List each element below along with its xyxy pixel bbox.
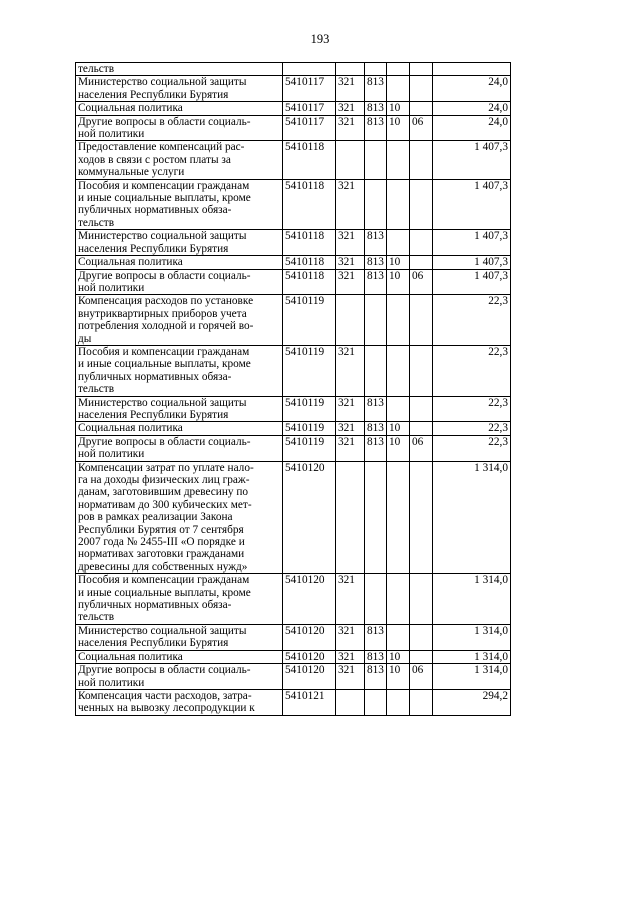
- row-subsection-cell: 06: [410, 269, 433, 295]
- row-amount-cell: 1 407,3: [433, 256, 511, 269]
- row-code-cell: 5410117: [283, 102, 336, 115]
- row-name-cell: Компенсация расходов по установке внутриквартирных приборов учета потребления холодной и горячей во- ды: [76, 295, 283, 346]
- row-group-cell: 321: [336, 256, 365, 269]
- row-amount-cell: 22,3: [433, 345, 511, 396]
- table-row: [76, 461, 511, 574]
- row-name-cell: Министерство социальной защиты населения Республики Бурятия: [76, 76, 283, 102]
- row-code-cell: 5410120: [283, 461, 336, 574]
- row-ministry-cell: [365, 345, 387, 396]
- table-row: [76, 141, 511, 179]
- row-code-cell: 5410117: [283, 76, 336, 102]
- row-amount-cell: 24,0: [433, 115, 511, 141]
- row-code-cell: 5410120: [283, 624, 336, 650]
- row-amount-cell: 1 314,0: [433, 624, 511, 650]
- table-row: [76, 396, 511, 422]
- row-amount-cell: 22,3: [433, 435, 511, 461]
- row-amount-cell: 22,3: [433, 396, 511, 422]
- row-name-cell: Компенсации затрат по уплате нало- га на доходы физических лиц граж- данам, заготовившим древесину по нормативам до 300 кубических мет- ров в рамках реализации Закона Республики Бурятия от 7 сентября 2007 года № 2455-III «О порядке и нормативах заготовки гражданами древесины для собственных нужд»: [76, 461, 283, 574]
- row-amount-cell: 1 314,0: [433, 461, 511, 574]
- row-name-cell: Другие вопросы в области социаль- ной политики: [76, 269, 283, 295]
- row-ministry-cell: 813: [365, 76, 387, 102]
- row-group-cell: [336, 689, 365, 715]
- row-group-cell: 321: [336, 345, 365, 396]
- row-subsection-cell: [410, 256, 433, 269]
- row-name-cell: Другие вопросы в области социаль- ной политики: [76, 435, 283, 461]
- row-section-cell: 10: [387, 102, 410, 115]
- row-group-cell: 321: [336, 230, 365, 256]
- table-row: [76, 650, 511, 663]
- row-code-cell: 5410120: [283, 650, 336, 663]
- row-ministry-cell: [365, 141, 387, 179]
- row-section-cell: [387, 230, 410, 256]
- row-code-cell: 5410118: [283, 269, 336, 295]
- row-ministry-cell: 813: [365, 396, 387, 422]
- row-amount-cell: 1 407,3: [433, 269, 511, 295]
- row-subsection-cell: [410, 461, 433, 574]
- row-code-cell: 5410118: [283, 179, 336, 230]
- row-section-cell: 10: [387, 256, 410, 269]
- row-name-cell: Пособия и компенсации гражданам и иные социальные выплаты, кроме публичных нормативных обяза- тельств: [76, 179, 283, 230]
- row-group-cell: 321: [336, 624, 365, 650]
- row-amount-cell: 1 314,0: [433, 574, 511, 625]
- row-subsection-cell: [410, 650, 433, 663]
- row-section-cell: [387, 141, 410, 179]
- row-name-cell: Пособия и компенсации гражданам и иные социальные выплаты, кроме публичных нормативных обяза- тельств: [76, 574, 283, 625]
- row-section-cell: [387, 179, 410, 230]
- table-row: [76, 435, 511, 461]
- table-row: [76, 63, 511, 76]
- row-subsection-cell: [410, 76, 433, 102]
- page-number: 193: [310, 32, 330, 46]
- row-name-cell: Другие вопросы в области социаль- ной политики: [76, 115, 283, 141]
- row-section-cell: 10: [387, 435, 410, 461]
- row-section-cell: 10: [387, 650, 410, 663]
- row-code-cell: 5410118: [283, 256, 336, 269]
- row-ministry-cell: [365, 574, 387, 625]
- row-amount-cell: 1 407,3: [433, 179, 511, 230]
- row-code-cell: 5410119: [283, 435, 336, 461]
- table-row: [76, 102, 511, 115]
- row-subsection-cell: [410, 624, 433, 650]
- row-name-cell: Социальная политика: [76, 256, 283, 269]
- row-group-cell: 321: [336, 76, 365, 102]
- table-row: [76, 269, 511, 295]
- row-group-cell: [336, 141, 365, 179]
- row-subsection-cell: [410, 422, 433, 435]
- row-section-cell: [387, 76, 410, 102]
- row-code-cell: 5410118: [283, 230, 336, 256]
- row-ministry-cell: [365, 689, 387, 715]
- row-group-cell: 321: [336, 179, 365, 230]
- row-code-cell: [283, 63, 336, 76]
- row-code-cell: 5410119: [283, 295, 336, 346]
- row-group-cell: [336, 295, 365, 346]
- table-row: [76, 295, 511, 346]
- row-subsection-cell: 06: [410, 115, 433, 141]
- row-subsection-cell: [410, 63, 433, 76]
- row-amount-cell: 22,3: [433, 295, 511, 346]
- table-row: [76, 422, 511, 435]
- row-code-cell: 5410119: [283, 396, 336, 422]
- table-row: [76, 574, 511, 625]
- row-subsection-cell: [410, 179, 433, 230]
- row-section-cell: [387, 63, 410, 76]
- row-group-cell: [336, 461, 365, 574]
- row-section-cell: [387, 461, 410, 574]
- row-ministry-cell: 813: [365, 624, 387, 650]
- row-code-cell: 5410119: [283, 345, 336, 396]
- row-ministry-cell: 813: [365, 256, 387, 269]
- row-subsection-cell: [410, 345, 433, 396]
- table-row: [76, 256, 511, 269]
- row-section-cell: [387, 574, 410, 625]
- row-ministry-cell: 813: [365, 650, 387, 663]
- row-amount-cell: [433, 63, 511, 76]
- row-subsection-cell: 06: [410, 435, 433, 461]
- row-subsection-cell: [410, 102, 433, 115]
- row-section-cell: 10: [387, 664, 410, 690]
- row-name-cell: Министерство социальной защиты населения Республики Бурятия: [76, 396, 283, 422]
- row-section-cell: 10: [387, 422, 410, 435]
- row-ministry-cell: [365, 461, 387, 574]
- budget-table-body: [76, 63, 511, 716]
- row-ministry-cell: 813: [365, 115, 387, 141]
- row-section-cell: [387, 295, 410, 346]
- row-subsection-cell: [410, 295, 433, 346]
- table-row: [76, 76, 511, 102]
- table-row: [76, 115, 511, 141]
- table-row: [76, 230, 511, 256]
- row-group-cell: 321: [336, 269, 365, 295]
- budget-table: [75, 62, 511, 716]
- row-ministry-cell: [365, 179, 387, 230]
- row-amount-cell: 22,3: [433, 422, 511, 435]
- row-name-cell: Социальная политика: [76, 422, 283, 435]
- row-section-cell: [387, 689, 410, 715]
- row-group-cell: 321: [336, 664, 365, 690]
- row-name-cell: Социальная политика: [76, 650, 283, 663]
- row-code-cell: 5410121: [283, 689, 336, 715]
- row-subsection-cell: [410, 689, 433, 715]
- row-group-cell: 321: [336, 574, 365, 625]
- row-amount-cell: 294,2: [433, 689, 511, 715]
- row-ministry-cell: 813: [365, 230, 387, 256]
- row-ministry-cell: 813: [365, 422, 387, 435]
- row-amount-cell: 24,0: [433, 102, 511, 115]
- row-section-cell: 10: [387, 269, 410, 295]
- row-code-cell: 5410118: [283, 141, 336, 179]
- row-name-cell: Предоставление компенсаций рас- ходов в связи с ростом платы за коммунальные услуги: [76, 141, 283, 179]
- row-name-cell: Социальная политика: [76, 102, 283, 115]
- row-amount-cell: 1 314,0: [433, 650, 511, 663]
- row-group-cell: 321: [336, 102, 365, 115]
- row-name-cell: Министерство социальной защиты населения Республики Бурятия: [76, 624, 283, 650]
- row-code-cell: 5410120: [283, 664, 336, 690]
- row-subsection-cell: [410, 574, 433, 625]
- table-row: [76, 689, 511, 715]
- row-ministry-cell: 813: [365, 102, 387, 115]
- row-name-cell: Пособия и компенсации гражданам и иные социальные выплаты, кроме публичных нормативных обяза- тельств: [76, 345, 283, 396]
- row-section-cell: 10: [387, 115, 410, 141]
- table-row: [76, 345, 511, 396]
- row-name-cell: тельств: [76, 63, 283, 76]
- row-group-cell: 321: [336, 435, 365, 461]
- row-code-cell: 5410120: [283, 574, 336, 625]
- row-group-cell: 321: [336, 115, 365, 141]
- row-section-cell: [387, 396, 410, 422]
- row-section-cell: [387, 345, 410, 396]
- row-ministry-cell: [365, 63, 387, 76]
- table-row: [76, 664, 511, 690]
- row-name-cell: Другие вопросы в области социаль- ной политики: [76, 664, 283, 690]
- row-amount-cell: 1 407,3: [433, 230, 511, 256]
- row-ministry-cell: 813: [365, 664, 387, 690]
- row-code-cell: 5410117: [283, 115, 336, 141]
- row-amount-cell: 24,0: [433, 76, 511, 102]
- row-name-cell: Компенсация части расходов, затра- ченных на вывозку лесопродукции к: [76, 689, 283, 715]
- row-subsection-cell: [410, 396, 433, 422]
- row-name-cell: Министерство социальной защиты населения Республики Бурятия: [76, 230, 283, 256]
- row-subsection-cell: [410, 141, 433, 179]
- row-ministry-cell: 813: [365, 435, 387, 461]
- row-section-cell: [387, 624, 410, 650]
- row-subsection-cell: 06: [410, 664, 433, 690]
- row-amount-cell: 1 407,3: [433, 141, 511, 179]
- row-group-cell: 321: [336, 422, 365, 435]
- row-ministry-cell: [365, 295, 387, 346]
- row-group-cell: 321: [336, 650, 365, 663]
- row-code-cell: 5410119: [283, 422, 336, 435]
- table-row: [76, 624, 511, 650]
- table-row: [76, 179, 511, 230]
- row-subsection-cell: [410, 230, 433, 256]
- row-ministry-cell: 813: [365, 269, 387, 295]
- row-group-cell: [336, 63, 365, 76]
- row-group-cell: 321: [336, 396, 365, 422]
- row-amount-cell: 1 314,0: [433, 664, 511, 690]
